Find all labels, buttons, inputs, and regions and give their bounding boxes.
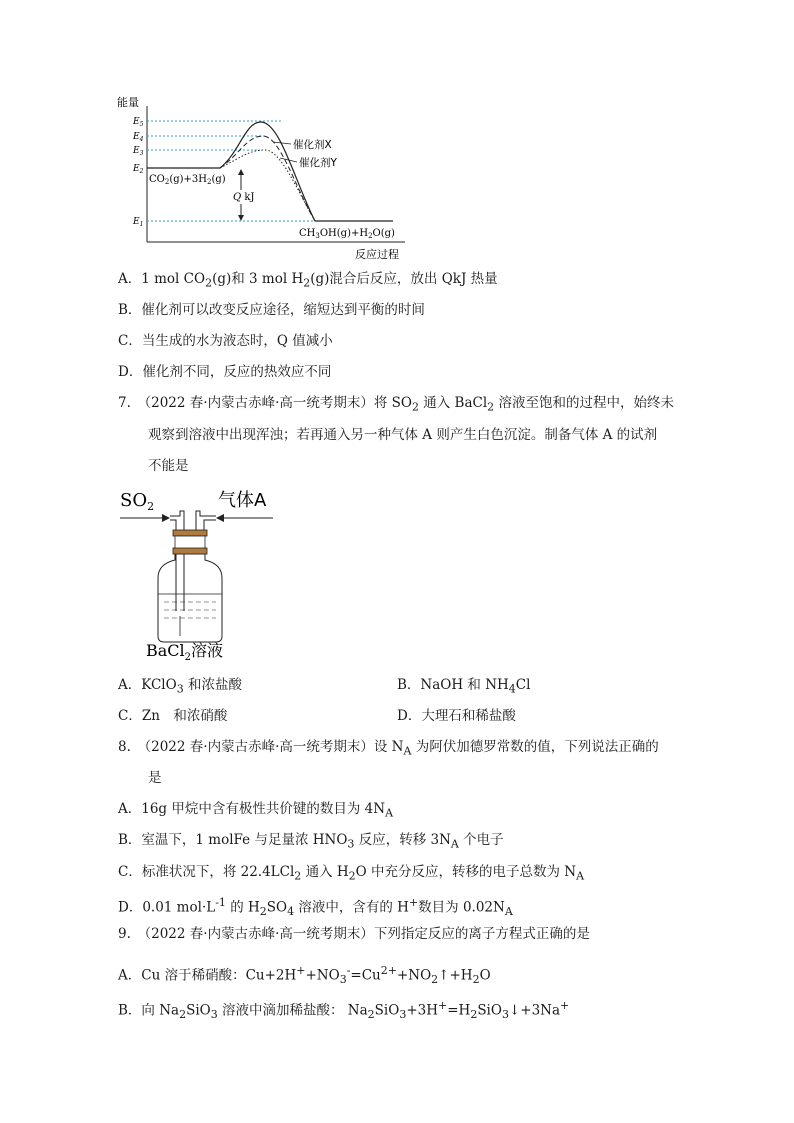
y-axis-label: 能量 xyxy=(117,96,139,109)
catalyst-y-label: 催化剂Y xyxy=(299,157,337,169)
svg-text:BaCl2溶液: BaCl$_2$溶液 xyxy=(146,641,224,661)
q6-option-b: B．催化剂可以改变反应途径，缩短达到平衡的时间 xyxy=(118,302,425,318)
q6-option-c: C．当生成的水为液态时，Q 值减小 xyxy=(118,333,333,349)
svg-text:E2: $E_2$ xyxy=(133,164,144,175)
q9-stem: 9. （2022 春·内蒙古赤峰·高一统考期末）下列指定反应的离子方程式正确的是 xyxy=(118,926,590,942)
catalyst-x-label: 催化剂X xyxy=(293,139,332,151)
energy-diagram xyxy=(115,92,415,262)
q7-stem-line1: 7. （2022 春·内蒙古赤峰·高一统考期末）将 $SO_2$ 通入 BaCl$_2$ 溶液至饱和的过程中，始终未 xyxy=(118,395,674,414)
q-label: Q kJ xyxy=(233,192,255,203)
q7-option-a: A．KClO$_3$ 和浓盐酸 xyxy=(118,677,242,696)
svg-text:气体A: 气体A xyxy=(218,490,267,511)
x-axis-label: 反应过程 xyxy=(355,248,399,261)
svg-text:SO2: $SO_2$ xyxy=(120,490,155,513)
q7-option-b: B．NaOH 和 $NH_4Cl$ xyxy=(397,677,531,696)
reactants-label: $CO_2(g)+3H_2(g)$ xyxy=(149,174,226,186)
products-label: $CH_3OH(g)+H_2O(g)$ xyxy=(299,228,395,240)
q8-option-a: A．16g 甲烷中含有极性共价键的数目为 $4N_A$ xyxy=(118,801,394,820)
q8-option-d: D．0.01 $mol\cdot L^{-1}$ 的 $H_2SO_4$ 溶液中，含有的 H+数目为 $0.02N_A$ xyxy=(118,896,513,919)
svg-text:E1: $E_1$ xyxy=(133,217,144,228)
q7-option-c: C．Zn 和浓硝酸 xyxy=(118,708,228,724)
q8-stem-line1: 8. （2022 春·内蒙古赤峰·高一统考期末）设 $N_A$ 为阿伏加德罗常数的值，下列说法正确的 xyxy=(118,739,659,758)
svg-text:E3: $E_3$ xyxy=(133,146,144,157)
q7-stem-line3: 不能是 xyxy=(148,458,189,474)
q8-option-c: C．标准状况下，将 22.4LCl$_2$ 通入 $H_2O$ 中充分反应，转移的电子总数为 $N_A$ xyxy=(118,864,585,883)
q9-option-a: A．Cu 溶于稀硝酸：$Cu+2H^++NO_3^-=Cu^{2+}+NO_2↑+H_2O$ xyxy=(118,964,491,987)
svg-text:E5: $E_5$ xyxy=(133,117,144,128)
q9-option-b: B．向 $Na_2SiO_3$ 溶液中滴加稀盐酸： $Na_2SiO_3+3H^+=H_2SiO_3↓+3Na^+$ xyxy=(118,999,570,1022)
q8-option-b: B．室温下，1 molFe 与足量浓 $HNO_3$ 反应，转移 $3N_A$ 个电子 xyxy=(118,832,504,851)
svg-text:E4: $E_4$ xyxy=(133,132,144,143)
gas-washing-bottle xyxy=(118,486,288,661)
q6-option-a: A．1 mol $CO_2(g)$和 3 mol $H_2(g)$混合后反应，放出 QkJ 热量 xyxy=(118,271,498,290)
q6-option-d: D．催化剂不同，反应的热效应不同 xyxy=(118,364,332,380)
q7-option-d: D．大理石和稀盐酸 xyxy=(397,708,516,724)
q7-stem-line2: 观察到溶液中出现浑浊；若再通入另一种气体 A 则产生白色沉淀。制备气体 A 的试剂 xyxy=(148,427,658,443)
q8-stem-line2: 是 xyxy=(148,770,162,786)
